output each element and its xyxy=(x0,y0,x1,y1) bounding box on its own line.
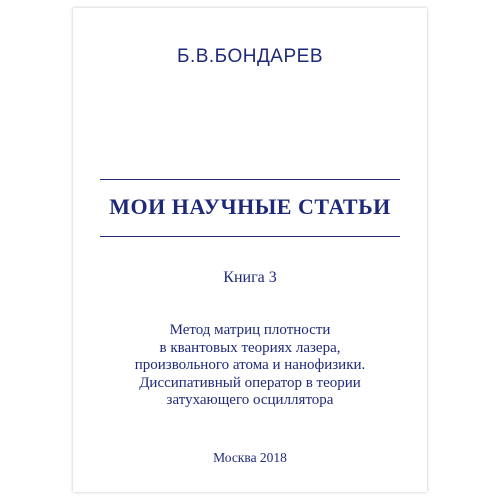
book-cover xyxy=(73,8,427,492)
subtitle-line: Метод матриц плотности xyxy=(169,322,331,338)
volume-label: Книга 3 xyxy=(223,269,277,286)
book-title: МОИ НАУЧНЫЕ СТАТЬИ xyxy=(109,194,391,219)
subtitle-line: в квантовых теориях лазера, xyxy=(159,339,341,356)
subtitle-line: Диссипативный оператор в теории xyxy=(139,374,361,391)
author-name: Б.В.БОНДАРЕВ xyxy=(176,46,323,67)
imprint-place-year: Москва 2018 xyxy=(213,450,287,465)
title-rule-bottom xyxy=(100,236,400,237)
subtitle-block xyxy=(73,322,427,410)
title-rule-top xyxy=(100,179,400,180)
subtitle-line: затухающего осциллятора xyxy=(166,392,334,408)
subtitle-line: произвольного атома и нанофизики. xyxy=(134,357,366,373)
